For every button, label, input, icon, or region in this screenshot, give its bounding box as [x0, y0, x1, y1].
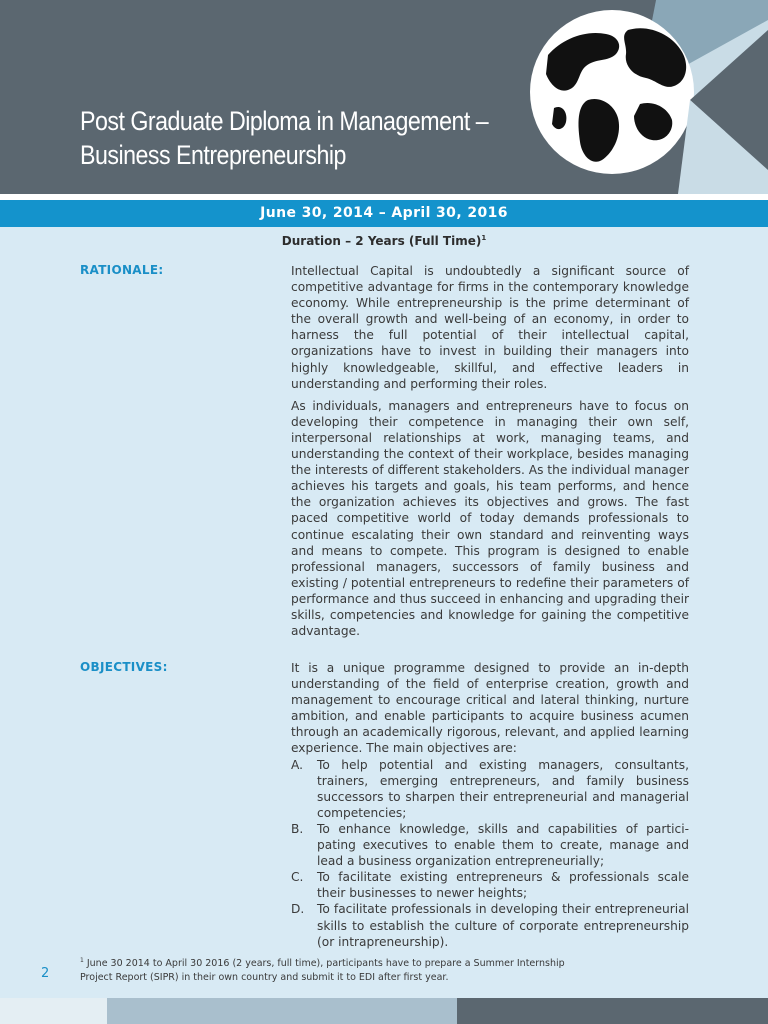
- list-item: [291, 757, 689, 821]
- list-item-text: To help potential and existing managers, consultants, trainers, emerging entrepreneurs, and family business successors to sharpen their entrepreneurial and managerial competencies;: [317, 757, 689, 820]
- date-range-banner: June 30, 2014 – April 30, 2016: [0, 200, 768, 227]
- footnote-text: June 30 2014 to April 30 2016 (2 years, full time), participants have to prepare a Summer Internship Project Report (SIPR) in their own country and submit it to EDI after first year.: [80, 958, 565, 984]
- duration-text: Duration – 2 Years (Full Time): [281, 234, 482, 248]
- objectives-list: [291, 757, 689, 950]
- title-line-1: Post Graduate Diploma in Management –: [80, 106, 489, 136]
- footnote: [80, 954, 600, 985]
- list-item-text: To facilitate existing entrepreneurs & professionals scale their businesses to newer heights;: [317, 870, 689, 901]
- objectives-intro: It is a unique programme designed to provide an in-depth understanding of the field of enterprise creation, growth and management to encourage critical and lateral thinking, nurture ambition, and enable participants to acquire business acumen through an academically rigorous, relevant, and applied learning experience. The main objectives are:: [291, 661, 689, 756]
- duration-footnote-mark: 1: [481, 234, 487, 242]
- footer-stripe-mid: [107, 998, 457, 1024]
- list-item-text: To facilitate professionals in developing their entrepreneurial skills to establish the culture of corporate entrepreneurship (or intrapreneurship).: [317, 902, 689, 949]
- page-number: 2: [41, 966, 50, 981]
- list-item: [291, 869, 689, 901]
- footer-stripe-light: [0, 998, 107, 1024]
- rationale-paragraph-1: Intellectual Capital is undoubtedly a significant source of competitive advantage for firms in the contemporary knowledge economy. While entrepreneurship is the prime determinant of the overall growth and well-being of an economy, in order to harness the full potential of their intellectual capital, organizations have to invest in building their managers into highly knowledgeable, skillful, and effective leaders in understanding and performing their roles.: [291, 264, 689, 391]
- list-item: [291, 821, 689, 869]
- document-title: [80, 104, 544, 172]
- objectives-body: [291, 660, 689, 950]
- list-item-text: To enhance knowledge, skills and capabilities of partici-pating executives to enable them to create, manage and lead a business organization entrepreneurially;: [317, 821, 689, 869]
- title-line-2: Business Entrepreneurship: [80, 140, 346, 170]
- list-item: [291, 901, 689, 949]
- footnote-mark: 1: [80, 957, 84, 964]
- rationale-body: [291, 263, 689, 645]
- list-item-letter: C.: [291, 870, 304, 885]
- rationale-label: RATIONALE:: [80, 263, 164, 277]
- page-header: [0, 0, 768, 194]
- objectives-label: OBJECTIVES:: [80, 660, 168, 674]
- list-item-letter: A.: [291, 757, 303, 772]
- list-item-letter: D.: [291, 902, 305, 917]
- footer-stripe-dark: [457, 998, 768, 1024]
- rationale-paragraph-2: As individuals, managers and entrepreneurs have to focus on developing their competence in managing their own self, interpersonal relationships at work, managing teams, and understanding the context of their workplace, besides managing the interests of different stakeholders. As the individual manager achieves his targets and goals, his team performs, and hence the organization achieves its objectives and grows. The fast paced competitive world of today demands professionals to continue escalating their own standard and reinventing ways and means to compete. This program is designed to enable professional managers, successors of family business and existing / potential entrepreneurs to redefine their parameters of performance and thus succeed in enhancing and upgrading their skills, competencies and knowledge for gaining the competitive advantage.: [291, 398, 689, 639]
- duration-line: [0, 234, 768, 248]
- list-item-letter: B.: [291, 821, 304, 836]
